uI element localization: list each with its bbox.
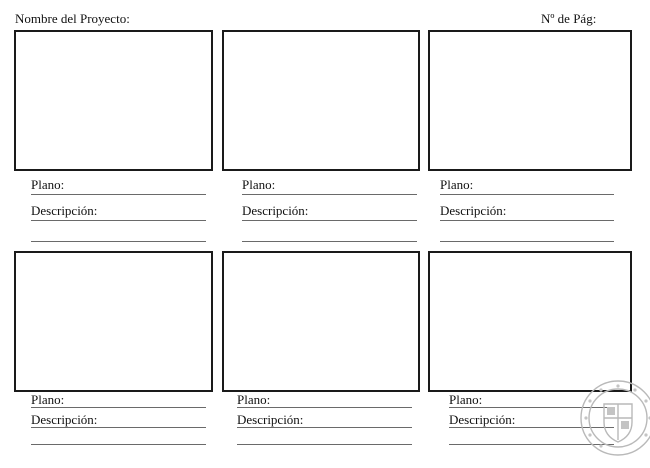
shot-label: Plano:: [449, 392, 483, 407]
description-label: Descripción:: [440, 203, 507, 218]
panel-caption-1: [31, 177, 206, 243]
university-seal-icon: [578, 378, 650, 458]
storyboard-frame-3: [428, 30, 632, 171]
description-line: [242, 220, 417, 221]
panel-caption-4: [31, 392, 206, 446]
project-name-label: Nombre del Proyecto:: [15, 11, 130, 26]
panel-caption-5: [237, 392, 412, 446]
description-label: Descripción:: [31, 203, 98, 218]
shot-line: [237, 407, 412, 408]
shot-line: [31, 194, 206, 195]
shot-label: Plano:: [440, 177, 474, 192]
description-line-extra: [242, 241, 417, 242]
shot-label: Plano:: [242, 177, 276, 192]
storyboard-frame-5: [222, 251, 420, 392]
description-line: [31, 427, 206, 428]
description-line-extra: [31, 444, 206, 445]
storyboard-frame-6: [428, 251, 632, 392]
description-line-extra: [440, 241, 614, 242]
storyboard-frame-1: [14, 30, 213, 171]
description-line-extra: [31, 241, 206, 242]
panel-caption-2: [242, 177, 417, 243]
shot-line: [31, 407, 206, 408]
description-label: Descripción:: [449, 412, 516, 427]
description-label: Descripción:: [31, 412, 98, 427]
shot-label: Plano:: [31, 392, 65, 407]
shot-label: Plano:: [31, 177, 65, 192]
description-line: [237, 427, 412, 428]
description-label: Descripción:: [237, 412, 304, 427]
description-line: [31, 220, 206, 221]
description-label: Descripción:: [242, 203, 309, 218]
description-line: [440, 220, 614, 221]
shot-line: [440, 194, 614, 195]
storyboard-frame-4: [14, 251, 213, 392]
description-line-extra: [237, 444, 412, 445]
shot-line: [242, 194, 417, 195]
storyboard-frame-2: [222, 30, 420, 171]
panel-caption-3: [440, 177, 614, 243]
page-number-label: Nº de Pág:: [541, 11, 597, 26]
shot-label: Plano:: [237, 392, 271, 407]
